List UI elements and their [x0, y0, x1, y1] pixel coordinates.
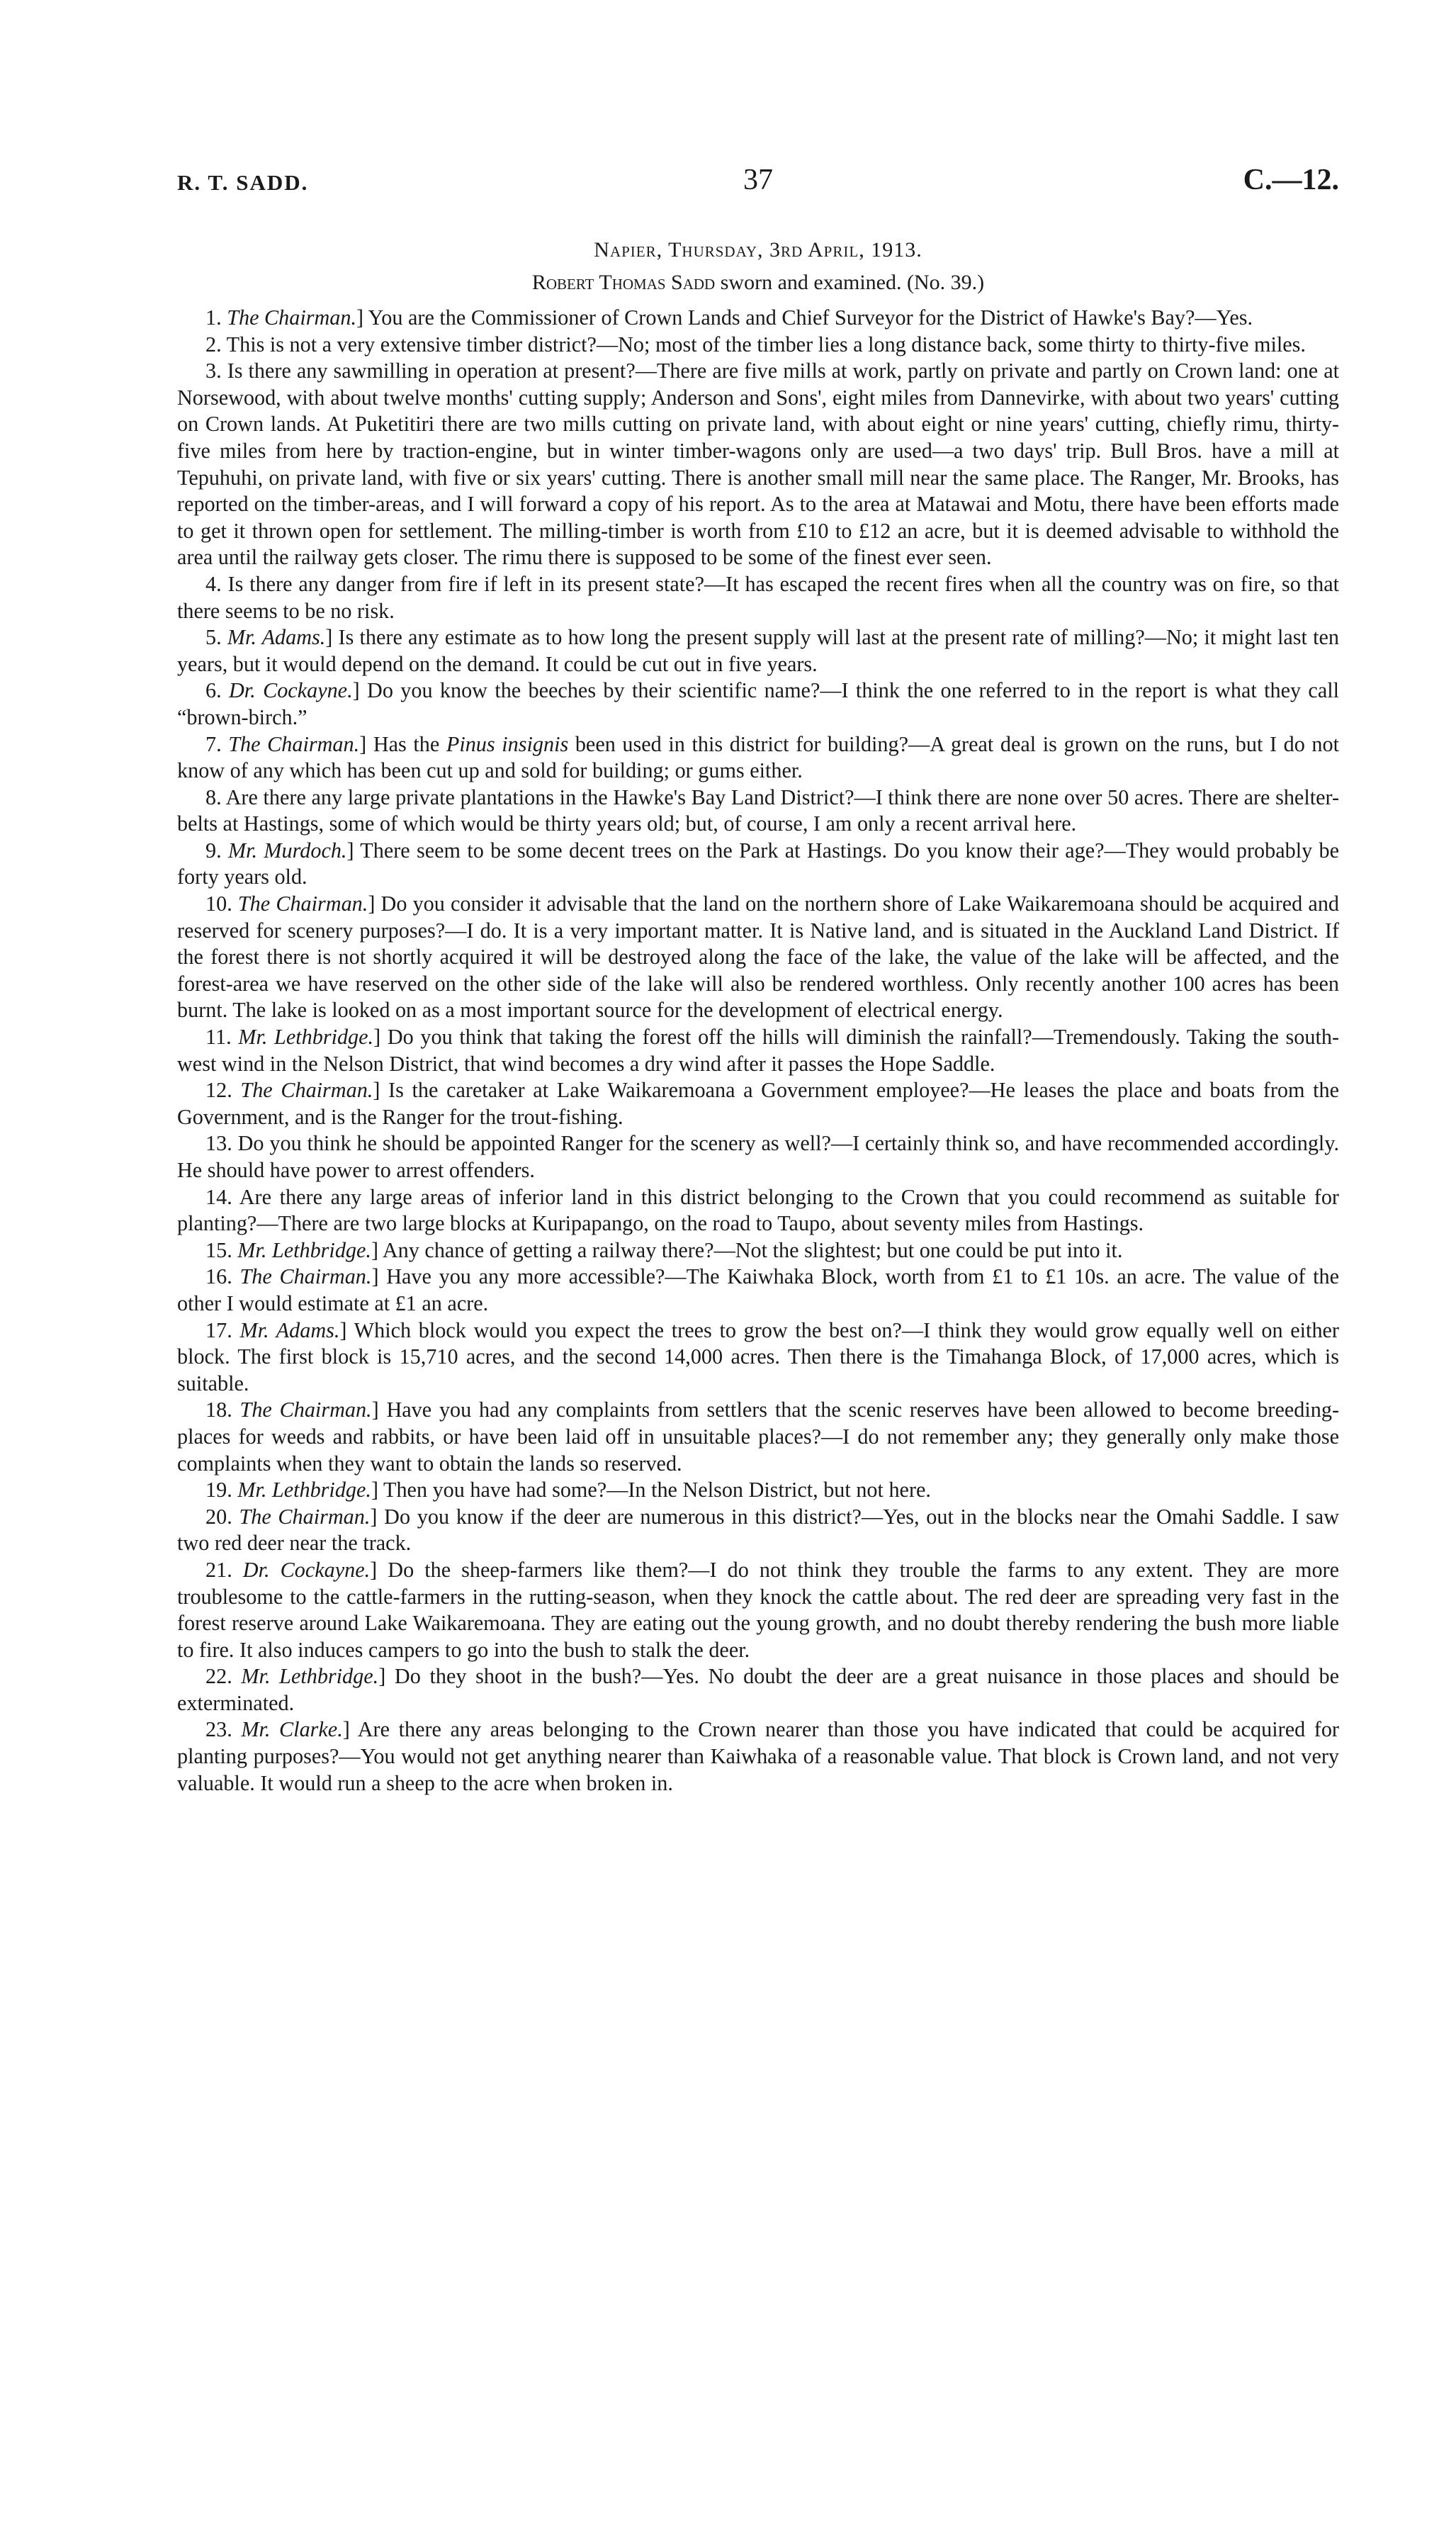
speaker: Dr. Cockayne. — [242, 1557, 371, 1582]
dateline: Napier, Thursday, 3rd April, 1913. — [594, 238, 922, 262]
speaker: Mr. Lethbridge. — [238, 1025, 374, 1050]
paragraph: 8. Are there any large private plantations in the Hawke's Bay Land District?—I think there are none over 50 acres. There are shelter-belts at Hastings, some of which would be thirty years old; but, of course, I am only a recent arrival here. — [177, 785, 1340, 836]
paragraph: 21. Dr. Cockayne.] Do the sheep-farmers like them?—I do not think they trouble the farms to any extent. They are more troublesome to the cattle-farmers in the rutting-season, when they knock the cattle about. The red deer are spreading very fast in the forest reserve around Lake Waikaremoana. They are eating out the young growth, and no doubt thereby rendering the bush more liable to fire. It also induces campers to go into the bush to stalk the deer. — [177, 1557, 1339, 1662]
paragraph: 10. The Chairman.] Do you consider it advisable that the land on the northern shore of Lake Waikaremoana should be acquired and reserved for scenery purposes?—I do. It is a very important matter. It is Native land, and is situated in the Auckland Land District. If the forest there is not shortly acquired it will be destroyed along the face of the lake, the value of the lake will be affected, and the forest-area we have reserved on the other side of the lake will also be rendered worthless. Only recently another 100 acres has been burnt. The lake is looked on as a most important source for the development of electrical energy. — [177, 892, 1340, 1023]
paragraph: 16. The Chairman.] Have you any more accessible?—The Kaiwhaka Block, worth from £1 to £1 10s. an acre. The value of the other I would estimate at £1 an acre. — [177, 1264, 1339, 1315]
paragraph: 13. Do you think he should be appointed Ranger for the scenery as well?—I certainly think so, and have recommended accordingly. He should have power to arrest offenders. — [177, 1131, 1340, 1182]
speaker: The Chairman. — [240, 1078, 373, 1103]
paragraph: 4. Is there any danger from fire if left in its present state?—It has escaped the recent fires when all the country was on fire, so that there seems to be no risk. — [177, 571, 1340, 623]
speaker: Mr. Adams. — [239, 1318, 340, 1342]
page-header — [177, 163, 1339, 206]
paragraph: 17. Mr. Adams.] Which block would you expect the trees to grow the best on?—I think they would grow equally well on either block. The first block is 15,710 acres, and the second 14,000 acres. Then there is the Timahanga Block, of 17,000 acres, which is suitable. — [177, 1318, 1339, 1395]
witness-sworn-text: sworn and examined. (No. 39.) — [715, 271, 985, 294]
document-reference: C.—12. — [1243, 164, 1339, 196]
paragraph: 23. Mr. Clarke.] Are there any areas belonging to the Crown nearer than those you have indicated that could be acquired for planting purposes?—You would not get anything nearer than Kaiwhaka of a reasonable value. That block is Crown land, and not very valuable. It would run a sheep to the acre when broken in. — [177, 1717, 1339, 1795]
paragraph: 22. Mr. Lethbridge.] Do they shoot in the bush?—Yes. No doubt the deer are a great nuisance in those places and should be exterminated. — [177, 1664, 1340, 1715]
paragraph: 9. Mr. Murdoch.] There seem to be some decent trees on the Park at Hastings. Do you know their age?—They would probably be forty years old. — [177, 838, 1339, 889]
speaker: The Chairman. — [227, 305, 357, 330]
speaker: Mr. Clarke. — [241, 1717, 343, 1742]
speaker: The Chairman. — [239, 1504, 371, 1529]
paragraph: 11. Mr. Lethbridge.] Do you think that taking the forest off the hills will diminish the rainfall?—Tremendously. Taking the south-west wind in the Nelson District, that wind becomes a dry wind after it passes the Hope Saddle. — [177, 1025, 1339, 1076]
page-number: 37 — [743, 164, 773, 196]
speaker: The Chairman. — [237, 892, 368, 916]
paragraph: 18. The Chairman.] Have you had any complaints from settlers that the scenic reserves have been allowed to become breeding-places for weeds and rabbits, or have been laid off in unsuitable places?—I do not remember any; they generally only make those complaints when they want to obtain the lands so reserved. — [177, 1398, 1339, 1476]
speaker: The Chairman. — [228, 731, 360, 756]
paragraph: 5. Mr. Adams.] Is there any estimate as to how long the present supply will last at the present rate of milling?—No; it might last ten years, but it would depend on the demand. It could be cut out in five years. — [177, 625, 1339, 676]
speaker: Mr. Murdoch. — [227, 838, 347, 863]
speaker: Dr. Cockayne. — [228, 678, 353, 703]
paragraph: 7. The Chairman.] Has the Pinus insignis been used in this district for building?—A great deal is grown on the runs, but I do not know of any which has been cut up and sold for building; or gums either. — [177, 731, 1339, 783]
speaker: Mr. Lethbridge. — [241, 1664, 379, 1689]
paragraph: 14. Are there any large areas of inferior land in this district belonging to the Crown that you could recommend as suitable for planting?—There are two large blocks at Kuripapango, on the road to Taupo, about seventy miles from Hastings. — [177, 1184, 1339, 1236]
paragraph: 15. Mr. Lethbridge.] Any chance of getting a railway there?—Not the slightest; but one could be put into it. — [205, 1237, 1123, 1262]
witness-name: Robert Thomas Sadd — [531, 271, 716, 294]
paragraph: 6. Dr. Cockayne.] Do you know the beeches by their scientific name?—I think the one referred to in the report is what they call “brown-birch.” — [177, 678, 1339, 729]
speaker: Mr. Lethbridge. — [237, 1237, 371, 1262]
paragraph: 1. The Chairman.] You are the Commissioner of Crown Lands and Chief Surveyor for the District of Hawke's Bay?—Yes. — [205, 305, 1253, 330]
paragraph: 3. Is there any sawmilling in operation at present?—There are five mills at work, partly on private and partly on Crown land: one at Norsewood, with about twelve months' cutting supply; Anderson and Sons', eight miles from Dannevirke, with about two years' cutting on Crown lands. At Puketitiri there are two mills cutting on private land, with about eight or nine years' cutting, chiefly rimu, thirty-five miles from here by traction-engine, but in winter timber-wagons only are used—a two days' trip. Bull Bros. have a mill at Tepuhuhi, on private land, with five or six years' cutting. There is another small mill near the same place. The Ranger, Mr. Brooks, has reported on the timber-areas, and I will forward a copy of his report. As to the area at Matawai and Motu, there have been efforts made to get it thrown open for settlement. The milling-timber is worth from £10 to £12 an acre, but it is deemed advisable to withhold the area until the railway gets closer. The rimu there is supposed to be some of the finest ever seen. — [177, 359, 1339, 570]
speaker: Mr. Lethbridge. — [237, 1478, 371, 1502]
speaker: Mr. Adams. — [227, 625, 326, 650]
species-name: Pinus insignis — [446, 731, 569, 756]
witness-line — [177, 271, 1339, 295]
paragraph: 19. Mr. Lethbridge.] Then you have had some?—In the Nelson District, but not here. — [205, 1478, 931, 1502]
document-page — [177, 163, 1339, 1797]
testimony-body — [177, 305, 1339, 1797]
header-witness-initials: R. T. SADD. — [177, 170, 309, 195]
paragraph: 2. This is not a very extensive timber district?—No; most of the timber lies a long distance back, some thirty to thirty-five miles. — [205, 332, 1306, 356]
speaker: The Chairman. — [239, 1398, 372, 1422]
paragraph: 20. The Chairman.] Do you know if the deer are numerous in this district?—Yes, out in the blocks near the Omahi Saddle. I saw two red deer near the track. — [177, 1504, 1340, 1556]
paragraph: 12. The Chairman.] Is the caretaker at Lake Waikaremoana a Government employee?—He leases the place and boats from the Government, and is the Ranger for the trout-fishing. — [177, 1078, 1340, 1129]
speaker: The Chairman. — [239, 1264, 372, 1289]
